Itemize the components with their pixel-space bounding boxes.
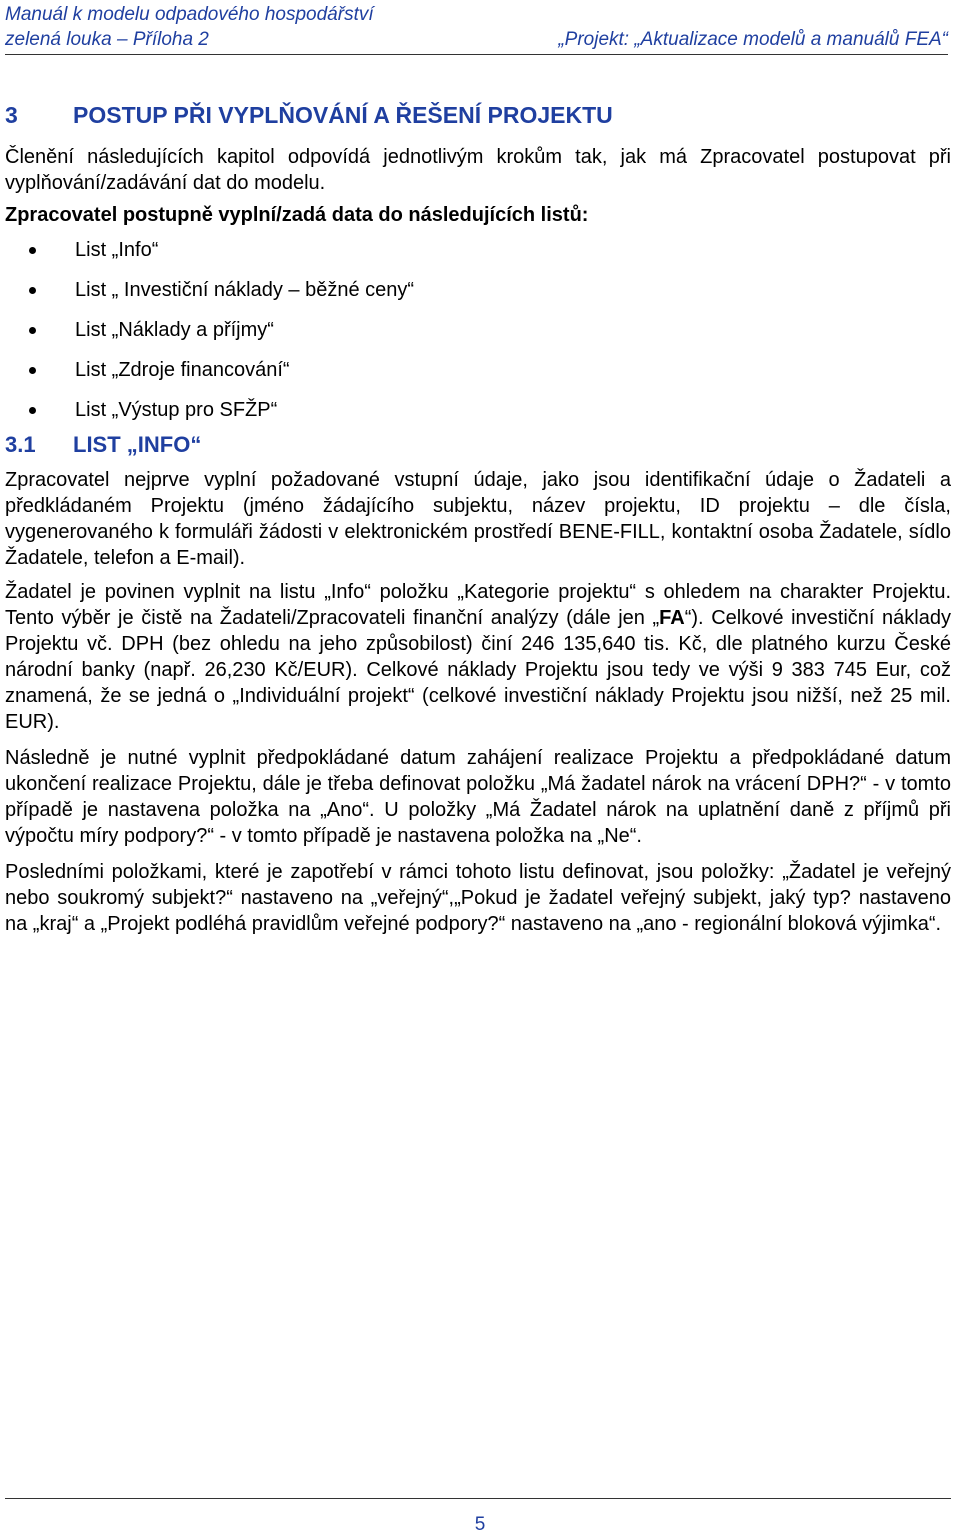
- sheet-name: List „Zdroje financování“: [75, 359, 290, 381]
- sheet-name: List „Náklady a příjmy“: [75, 319, 274, 341]
- list-item: [5, 317, 951, 357]
- sheet-name: List „ Investiční náklady – běžné ceny“: [75, 279, 415, 301]
- chapter-heading: [5, 100, 951, 130]
- chapter-title: POSTUP PŘI VYPLŇOVÁNÍ A ŘEŠENÍ PROJEKTU: [73, 102, 613, 128]
- paragraph-final-items: Posledními položkami, které je zapotřebí v rámci tohoto listu definovat, jsou položky: „Žadatel je veřejný nebo soukromý subjekt?“ nastaveno na „veřejný“,„Pokud je žadatel veřejný subjekt, jaký typ? nastaveno na „kraj“ a „Projekt podléhá pravidlům veřejné podpory?“ nastaveno na „ano - regionální bloková výjimka“.: [5, 861, 951, 935]
- bullet-icon: [29, 407, 36, 414]
- sheets-heading: Zpracovatel postupně vyplní/zadá data do následujících listů:: [5, 204, 589, 226]
- bullet-icon: [29, 287, 36, 294]
- page-header: [5, 2, 948, 52]
- header-left-line2: zelená louka – Příloha 2: [5, 29, 209, 50]
- section-number: 3.1: [5, 432, 36, 457]
- section-title: LIST „INFO“: [73, 432, 202, 457]
- fa-abbreviation: FA: [659, 607, 685, 629]
- paragraph-text: Žadatel je povinen vyplnit na listu „Info“ položku „Kategorie projektu“ s ohledem na charakter Projektu. Tento výběr je čistě na Žadateli/Zpracovateli finanční analýzy (dále jen „: [5, 581, 951, 629]
- page-number: 5: [474, 1514, 486, 1535]
- header-project-title: „Projekt: „Aktualizace modelů a manuálů FEA“: [558, 29, 948, 50]
- intro-paragraph: Členění následujících kapitol odpovídá jednotlivým krokům tak, jak má Zpracovatel postupovat při vyplňování/zadávání dat do modelu.: [5, 146, 951, 194]
- page-content: [5, 100, 951, 937]
- paragraph-project-category: [5, 579, 951, 735]
- header-divider: [5, 54, 948, 55]
- header-left-line1: Manuál k modelu odpadového hospodářství: [5, 4, 374, 25]
- paragraph-input-data: Zpracovatel nejprve vyplní požadované vstupní údaje, jako jsou identifikační údaje o Žadateli a předkládaném Projektu (jméno žádajícího subjektu, název projektu, ID projektu – dle čísla, vygenerovaného k formuláři žádosti v elektronickém prostředí BENE-FILL, kontaktní osoba Žadatele, sídlo Žadatele, telefon a E-mail).: [5, 469, 951, 569]
- footer-divider: [5, 1498, 951, 1499]
- list-item: [5, 277, 951, 317]
- list-item: [5, 357, 951, 397]
- list-item: [5, 397, 951, 437]
- paragraph-text: “). Celkové investiční náklady Projektu vč. DPH (bez ohledu na jeho způsobilost) činí 246 135,640 tis. Kč, dle platného kurzu České národní banky (např. 26,230 Kč/EUR). Celkové náklady Projektu jsou tedy ve výši 9 383 745 Eur, což znamená, že se jedná o „Individuální projekt“ (celkové investiční náklady Projektu jsou nižší, než 25 mil. EUR).: [5, 607, 951, 733]
- sheets-list: [5, 237, 951, 437]
- header-row: [5, 27, 948, 52]
- list-item: [5, 237, 951, 277]
- bullet-icon: [29, 327, 36, 334]
- sheet-name: List „Info“: [75, 239, 159, 261]
- paragraph-dates-vat: Následně je nutné vyplnit předpokládané datum zahájení realizace Projektu a předpokládané datum ukončení realizace Projektu, dále je třeba definovat položku „Má žadatel nárok na vrácení DPH?“ - v tomto případě je nastavena položka na „Ano“. U položky „Má Žadatel nárok na uplatnění daně z příjmů při výpočtu míry podpory?“ - v tomto případě je nastavena položka na „Ne“.: [5, 747, 951, 847]
- chapter-number: 3: [5, 102, 18, 128]
- sheet-name: List „Výstup pro SFŽP“: [75, 399, 278, 421]
- bullet-icon: [29, 247, 36, 254]
- bullet-icon: [29, 367, 36, 374]
